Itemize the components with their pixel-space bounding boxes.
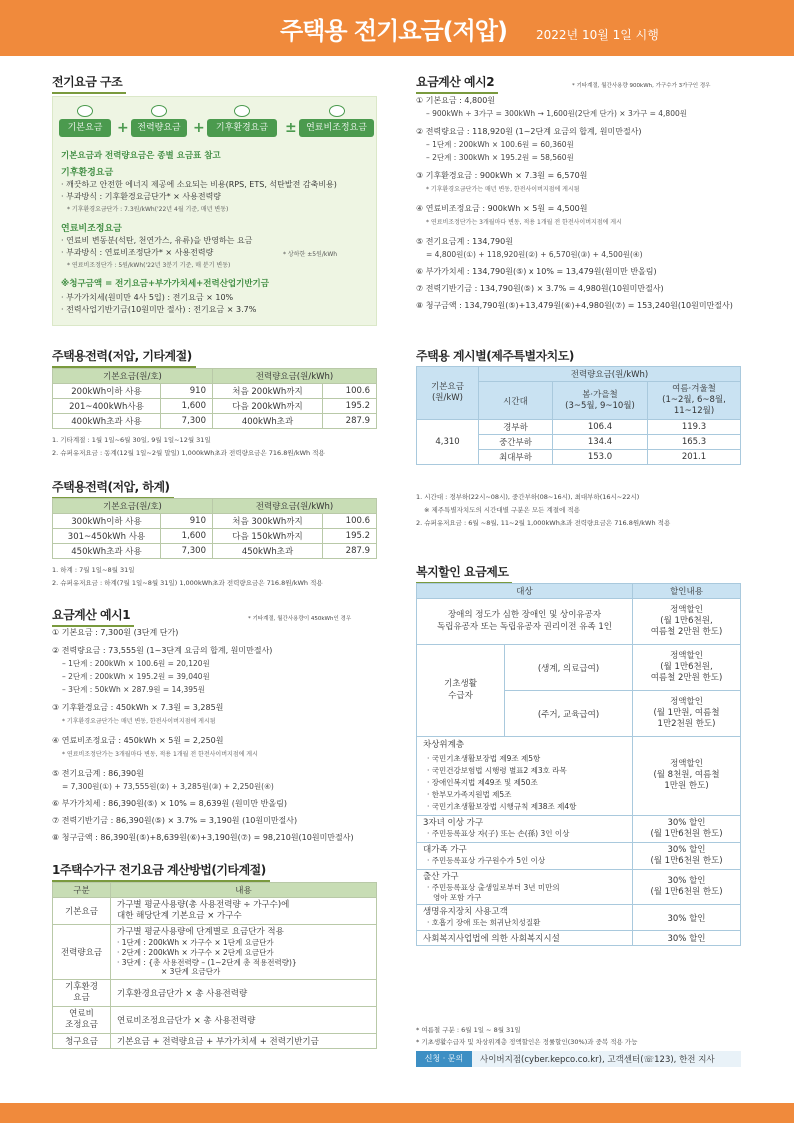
table-cell: 7,300 [161,414,213,429]
table-row [53,414,377,429]
cell-line: · 3단계 : {총 사용전력량 – (1~2단계 총 적용전력량)} [117,957,297,967]
other-season-table [52,368,377,429]
calc-line: ③ 기후환경요금 : 900kWh × 7.3원 = 6,570원 [416,171,588,180]
table-cell: 100.6 [323,384,377,399]
table-row [53,980,377,1007]
climate-line: · 깨끗하고 안전한 에너지 제공에 소요되는 비용(RPS, ETS, 석탄발전 감축비용) [61,180,337,189]
calc-line: ⑥ 부가가치세 : 134,790원(⑤) x 10% = 13,479원(원미만 반올림) [416,267,657,276]
cell-line: · 주민등록표상 가구원수가 5인 이상 [427,856,546,866]
table-cell [633,869,741,905]
cell-line: 정액할인 [670,696,703,707]
other-season-title: 주택용전력(저압, 기타계절) [52,349,192,363]
calc-note: * 연료비조정단가는 3개월마다 변동, 적용 1개월 전 한전사이버지점에 게시 [62,751,258,758]
cell-line: · 1단계 : 200kWh × 가구수 × 1단계 요금단가 [117,938,274,948]
plus-op: + [117,120,129,136]
table-cell: 134.4 [553,435,648,450]
cell-line: 기후환경 [65,982,98,993]
table-note: ※ 제주특별자치도의 시간대별 구분은 모든 계절에 적용 [424,506,580,514]
bill-line: · 부가가치세(원미만 4사 5입) : 전기요금 × 10% [61,293,234,302]
table-row [53,544,377,559]
leaf-icon [77,105,93,117]
contact-info[interactable]: 사이버지점(cyber.kepco.co.kr), 고객센터(☏123), 한전 지사 [480,1055,715,1065]
table-note: * 여름철 구분 : 6월 1일 ~ 8월 31일 [416,1026,521,1034]
calc-subline: – 2단계 : 200kWh × 195.2원 = 39,040원 [62,672,210,681]
chip-climate: 기후환경요금 [207,119,277,137]
jeju-table [416,366,741,465]
table-cell: 119.3 [648,420,741,435]
cell-line: 요금 [73,993,90,1004]
cell-line: 3자녀 이상 가구 [423,818,484,829]
calc-line: ⑧ 청구금액 : 134,790원(⑤)+13,479원(⑥)+4,980원(⑦) = 153,240원(10원미만절사) [416,301,733,310]
cell-line: 30% 할인 [667,844,706,855]
table-cell: 301~450kWh 사용 [53,529,161,544]
meter-icon [151,105,167,117]
bill-heading: ※청구금액 = 전기요금+부가가치세+전력산업기반기금 [61,279,269,289]
table-header: 내용 [111,883,377,898]
fuel-line: · 부과방식 : 연료비조정단가* × 사용전력량 [61,248,214,257]
cell-line: (월 1만6천원, [660,615,713,626]
calc-note: * 기후환경요금단가는 매년 변동, 한전사이버지점에 게시됨 [426,186,580,193]
cell-line: 봄·가을철 [582,389,618,400]
cell-line: 1만2천원 한도) [657,719,716,730]
cell-line: (월 1만6천원 한도) [650,887,723,898]
table-cell: 910 [161,514,213,529]
onehouse-title: 1주택수가구 전기요금 계산방법(기타계절) [52,863,266,877]
structure-note: 기본요금과 전력량요금은 종별 요금표 참고 [61,151,221,161]
table-cell [417,599,633,645]
table-cell: 기본요금 [53,898,111,925]
table-cell: 300kWh이하 사용 [53,514,161,529]
table-cell: 153.0 [553,450,648,465]
structure-title: 전기요금 구조 [52,75,123,89]
table-row [53,925,377,980]
cell-line: 정액할인 [670,604,703,615]
table-header: 대상 [417,584,633,599]
table-cell [417,842,633,869]
cell-line: (월 1만원, 여름철 [653,707,720,718]
table-header: 시간대 [479,382,553,420]
climate-heading: 기후환경요금 [61,168,114,178]
table-cell: 기본요금 + 전력량요금 + 부가가치세 + 전력기반기금 [111,1034,377,1049]
table-cell: 기후환경요금단가 × 총 사용전력량 [111,980,377,1007]
cell-line: 생명유지장치 사용고객 [423,907,508,918]
table-cell: 200kWh이하 사용 [53,384,161,399]
table-cell [633,691,741,737]
cell-line: · 한부모가족지원법 제5조 [427,789,512,799]
calc-line: ② 전력량요금 : 118,920원 (1~2단계 요금의 합계, 원미만절사) [416,127,642,136]
table-cell: 450kWh초과 사용 [53,544,161,559]
cloud-icon [329,105,345,117]
table-cell: 287.9 [323,544,377,559]
cell-line: (3~5월, 9~10월) [565,400,635,411]
table-header: 전력량요금(원/kWh) [479,367,741,382]
calc-line: ⑥ 부가가치세 : 86,390원(⑤) × 10% = 8,639원 (원미만 반올림) [52,799,287,808]
calc-subline: – 3단계 : 50kWh × 287.9원 = 14,395원 [62,685,206,694]
table-cell: 경부하 [479,420,553,435]
cell-line: · 주민등록표상 출생일로부터 3년 미만의 [427,882,560,892]
cell-line: · 2단계 : 200kWh × 가구수 × 2단계 요금단가 [117,947,274,957]
onehouse-table [52,882,377,1049]
table-cell: 중간부하 [479,435,553,450]
effective-date: 2022년 10월 1일 시행 [536,28,659,42]
table-note: 1. 하계 : 7월 1일~8월 31일 [52,566,135,574]
climate-line: · 부과방식 : 기후환경요금단가* × 사용전력량 [61,192,222,201]
cell-line: 여름·겨울철 [672,384,716,394]
jeju-title: 주택용 계시별(제주특별자치도) [416,349,574,363]
fuel-heading: 연료비조정요금 [61,224,122,234]
table-row [417,737,741,816]
welfare-table [416,583,741,946]
table-cell [417,737,633,816]
table-note: 1. 시간대 : 경부하(22시~08시), 중간부하(08~16시), 최대부하(16시~22시) [416,493,640,501]
cell-line: · 주민등록표상 자(子) 또는 손(孫) 3인 이상 [427,829,570,839]
table-cell [53,1007,111,1034]
cell-line: 독립유공자 또는 독립유공자 권리이전 유족 1인 [437,621,612,632]
table-cell [417,905,633,931]
cell-line: (월 1만6천원 한도) [650,828,723,839]
example2-condition: * 기타계절, 월간사용량 900kWh, 가구수가 3가구인 경우 [572,83,711,89]
table-note: 2. 슈퍼유저요금 : 하계(7월 1일~8월 31일) 1,000kWh초과 전력량요금은 716.8원/kWh 적용 [52,579,323,587]
table-header [553,382,648,420]
fuel-bound-note: * 상하한 ±5원/kWh [283,251,338,258]
table-cell [111,925,377,980]
formula-row [59,107,374,147]
fuel-line: · 연료비 변동분(석탄, 천연가스, 유류)을 반영하는 요금 [61,236,253,245]
cell-line: (원/kW) [431,393,464,404]
cell-line: 1만원 한도) [664,781,709,792]
calc-line: ④ 연료비조정요금 : 900kWh × 5원 = 4,500원 [416,204,588,213]
table-header: 할인내용 [633,584,741,599]
cell-line: 대가족 가구 [423,845,467,856]
table-header [417,367,479,420]
calc-line: ② 전력량요금 : 73,555원 (1~3단계 요금의 합계, 원미만절사) [52,646,273,655]
calc-subline: – 1단계 : 200kWh × 100.6원 = 60,360원 [426,140,574,149]
table-header: 기본요금(원/호) [53,499,213,514]
calc-note: * 연료비조정단가는 3개월마다 변동, 적용 1개월 전 한전사이버지점에 게시 [426,219,622,226]
table-cell: 201~400kWh사용 [53,399,161,414]
plusminus-op: ± [285,120,297,136]
cell-line: (월 8천원, 여름철 [653,770,720,781]
table-note: * 기초생활수급자 및 차상위계층 정액할인은 정률할인(30%)과 중복 적용 가능 [416,1038,638,1046]
cell-line: 수급자 [448,690,473,701]
table-row [53,898,377,925]
table-row [417,931,741,946]
table-cell: 처음 300kWh까지 [213,514,323,529]
table-cell [111,898,377,925]
table-cell: 400kWh초과 사용 [53,414,161,429]
cell-line: 차상위계층 [423,740,465,750]
table-row [53,514,377,529]
table-cell [417,815,633,842]
chip-basic: 기본요금 [59,119,111,137]
cell-line: 영아 포함 가구 [433,892,482,902]
contact-tag: 신청 · 문의 [416,1051,472,1067]
page-title: 주택용 전기요금(저압) [280,17,507,45]
table-header [648,382,741,420]
cell-line: 기초생활 [444,679,477,690]
table-note: 1. 기타계절 : 1월 1일~6월 30일, 9월 1일~12월 31일 [52,436,211,444]
cell-line: × 3단계 요금단가 [161,967,221,977]
example2-title: 요금계산 예시2 [416,75,495,89]
table-cell: (주거, 교육급여) [505,691,633,737]
calc-subline: – 900kWh ÷ 3가구 = 300kWh → 1,600원(2단계 단가) × 3가구 = 4,800원 [426,109,687,118]
calc-line: ⑧ 청구금액 : 86,390원(⑤)+8,639원(⑥)+3,190원(⑦) = 98,210원(10원미만절사) [52,833,354,842]
table-cell: 4,310 [417,420,479,465]
table-note: 2. 슈퍼유저요금 : 6월 ~8월, 11~2월 1,000kWh초과 전력량요금은 716.8원/kWh 적용 [416,519,671,527]
structure-box [52,96,377,326]
table-row [53,399,377,414]
table-cell: 최대부하 [479,450,553,465]
chip-fuel: 연료비조정요금 [299,119,374,137]
cell-line: · 국민기초생활보장법 제9조 제5항 [427,753,541,763]
table-cell [633,645,741,691]
calc-line: ① 기본요금 : 4,800원 [416,96,496,105]
cell-line: (월 1만6천원, [660,661,713,672]
table-cell [53,980,111,1007]
table-cell: 30% 할인 [633,905,741,931]
welfare-title: 복지할인 요금제도 [416,565,509,579]
cell-line: 11~12월) [673,406,715,417]
cell-line: (1~2월, 6~8월, [662,395,726,406]
cell-line: 정액할인 [670,650,703,661]
table-cell: 1,600 [161,399,213,414]
cell-line: 가구별 평균사용량에 단계별로 요금단가 적용 [117,927,284,938]
plant-icon [234,105,250,117]
cell-line: (월 1만6천원 한도) [650,855,723,866]
table-cell: 201.1 [648,450,741,465]
table-cell: 100.6 [323,514,377,529]
plus-op: + [193,120,205,136]
table-cell: (생계, 의료급여) [505,645,633,691]
contact-bar [416,1051,741,1067]
footer-bar [0,1103,794,1123]
table-cell: 연료비조정요금단가 × 총 사용전력량 [111,1007,377,1034]
cell-line: 가구별 평균사용량(총 사용전력량 ÷ 가구수)에 [117,900,290,910]
table-cell: 165.3 [648,435,741,450]
table-cell: 910 [161,384,213,399]
calc-subline: – 2단계 : 300kWh × 195.2원 = 58,560원 [426,153,574,162]
table-row [417,842,741,869]
table-cell [633,815,741,842]
cell-line: 기본요금 [431,382,464,393]
table-cell: 7,300 [161,544,213,559]
table-cell [633,737,741,816]
table-cell: 106.4 [553,420,648,435]
calc-line: ③ 기후환경요금 : 450kWh × 7.3원 = 3,285원 [52,703,224,712]
table-cell [633,842,741,869]
calc-line: ⑤ 전기요금계 : 134,790원 [416,237,513,246]
cell-line: 대한 해당단계 기본요금 × 가구수 [117,911,242,922]
table-header: 전력량요금(원/kWh) [213,499,377,514]
table-row [417,645,741,691]
cell-line: 여름철 2만원 한도) [650,673,723,684]
table-cell [417,869,633,905]
calc-subline: – 1단계 : 200kWh × 100.6원 = 20,120원 [62,659,210,668]
example1-condition: * 기타계절, 월간사용량이 450kWh인 경우 [248,616,352,622]
table-row [417,905,741,931]
header-banner [0,0,794,56]
cell-line: 30% 할인 [667,876,706,886]
summer-title: 주택용전력(저압, 하계) [52,480,170,494]
table-row [53,1034,377,1049]
calc-line: ④ 연료비조정요금 : 450kWh × 5원 = 2,250원 [52,736,224,745]
calc-subline: = 7,300원(①) + 73,555원(②) + 3,285원(③) + 2,250원(④) [62,782,274,791]
table-header: 구분 [53,883,111,898]
calc-subline: = 4,800원(①) + 118,920원(②) + 6,570원(③) + 4,500원(④) [426,250,643,259]
table-cell: 400kWh초과 [213,414,323,429]
bill-line: · 전력사업기반기금(10원미만 절사) : 전기요금 × 3.7% [61,305,257,314]
cell-line: · 국민건강보험법 시행령 별표2 제3호 라목 [427,765,567,775]
table-cell: 전력량요금 [53,925,111,980]
table-cell: 1,600 [161,529,213,544]
table-header: 전력량요금(원/kWh) [213,369,377,384]
table-header: 기본요금(원/호) [53,369,213,384]
cell-line: 30% 할인 [667,817,706,828]
cell-line: 조정요금 [65,1020,98,1031]
cell-line: · 국민기초생활보장법 시행규칙 제38조 제4항 [427,801,577,811]
table-cell: 처음 200kWh까지 [213,384,323,399]
cell-line: 여름철 2만원 한도) [650,627,723,638]
cell-line: · 호흡기 장애 또는 희귀난치성질환 [427,918,541,928]
table-row [417,599,741,645]
table-cell: 다음 200kWh까지 [213,399,323,414]
table-row [417,815,741,842]
table-cell: 청구요금 [53,1034,111,1049]
table-row [417,420,741,435]
table-cell [633,599,741,645]
example1-title: 요금계산 예시1 [52,608,131,622]
chip-energy: 전력량요금 [131,119,187,137]
table-cell: 195.2 [323,529,377,544]
table-cell: 450kWh초과 [213,544,323,559]
calc-note: * 기후환경요금단가는 매년 변동, 한전사이버지점에 게시됨 [62,718,216,725]
table-cell: 30% 할인 [633,931,741,946]
table-note: 2. 슈퍼유저요금 : 동계(12월 1일~2월 말일) 1,000kWh초과 전력량요금은 716.8원/kWh 적용 [52,449,325,457]
table-cell: 195.2 [323,399,377,414]
cell-line: 연료비 [69,1009,94,1020]
calc-line: ⑦ 전력기반기금 : 86,390원(⑤) × 3.7% = 3,190원 (10원미만절사) [52,816,298,825]
cell-line: 장애의 정도가 심한 장애인 및 상이유공자 [447,610,602,621]
cell-line: 출산 가구 [423,871,459,882]
table-row [53,529,377,544]
table-cell: 다음 150kWh까지 [213,529,323,544]
cell-line: · 장애인복지법 제49조 및 제50조 [427,777,538,787]
table-cell: 287.9 [323,414,377,429]
table-row [53,384,377,399]
table-row [417,869,741,905]
cell-line: 정액할인 [670,759,703,770]
table-cell [417,645,505,737]
calc-line: ① 기본요금 : 7,300원 (3단계 단가) [52,628,179,637]
summer-table [52,498,377,559]
climate-note: * 기후환경요금단가 : 7.3원/kWh('22년 4월 기준, 매년 변동) [67,206,229,213]
table-row [53,1007,377,1034]
calc-line: ⑦ 전력기반기금 : 134,790원(⑤) × 3.7% = 4,980원(10원미만절사) [416,284,664,293]
calc-line: ⑤ 전기요금계 : 86,390원 [52,769,144,778]
table-cell: 사회복지사업법에 의한 사회복지시설 [417,931,633,946]
fuel-note: * 연료비조정단가 : 5원/kWh('22년 3분기 기준, 매 분기 변동) [67,262,231,269]
